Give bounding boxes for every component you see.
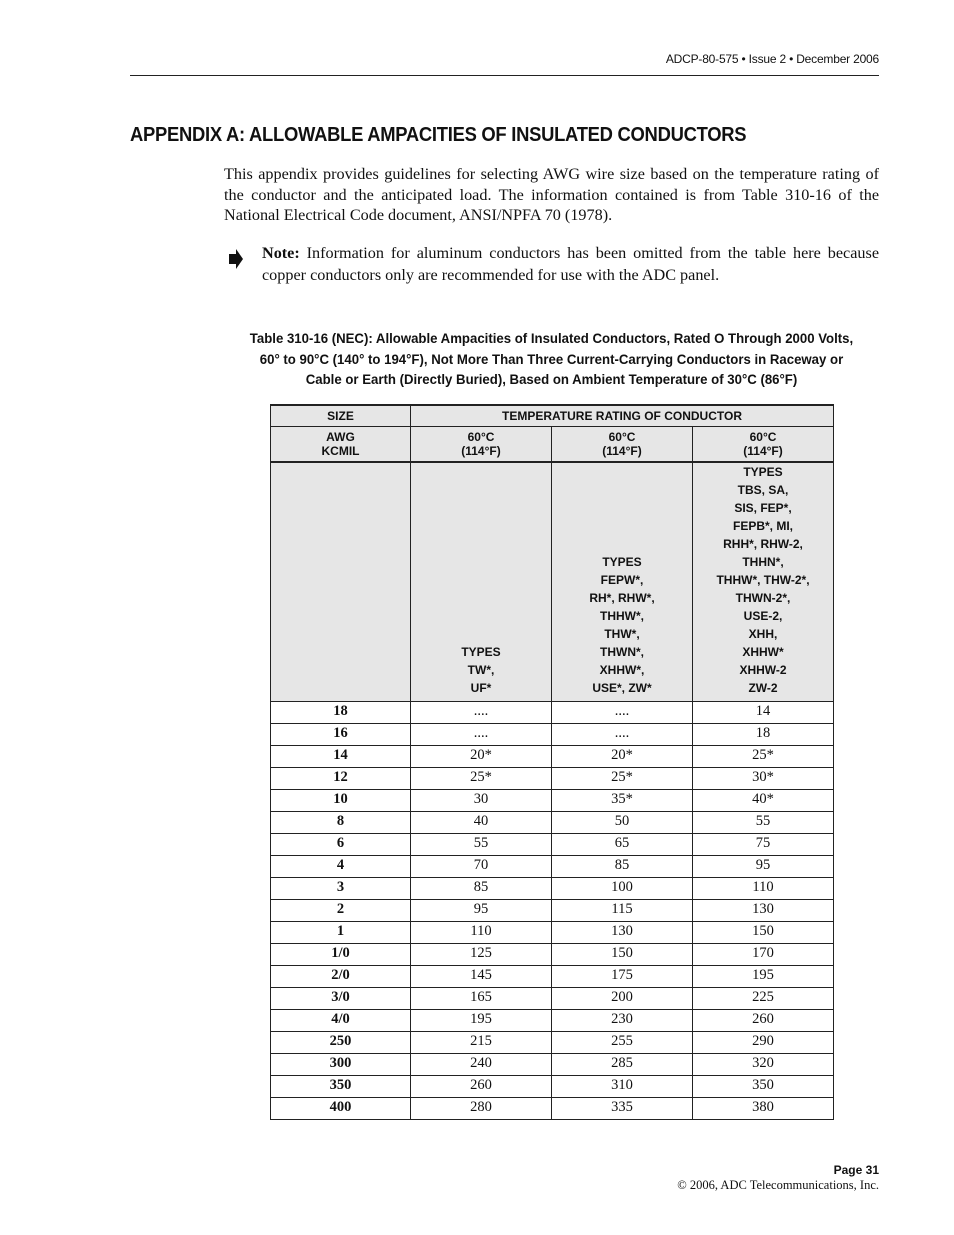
conductor-type-line: XHHW*, (599, 663, 645, 677)
ampacity-cell: 55 (693, 812, 834, 834)
size-cell: 2/0 (271, 966, 411, 988)
table-row (271, 702, 834, 724)
ampacity-cell: 130 (693, 900, 834, 922)
conductor-type-line: TYPES (461, 645, 501, 659)
ampacity-cell: 175 (552, 966, 693, 988)
temperature-rating-header: TEMPERATURE RATING OF CONDUCTOR (411, 405, 834, 427)
size-cell: 4/0 (271, 1010, 411, 1032)
size-cell: 8 (271, 812, 411, 834)
table-row (271, 944, 834, 966)
ampacity-cell: 255 (552, 1032, 693, 1054)
ampacity-cell: 110 (693, 878, 834, 900)
ampacity-table (270, 404, 834, 1120)
ampacity-cell: .... (552, 702, 693, 724)
ampacity-cell: 320 (693, 1054, 834, 1076)
conductor-type-line: XHH, (748, 627, 778, 641)
intro-paragraph: This appendix provides guidelines for selecting AWG wire size based on the temperature rating of the conductor and the anticipated load. The information contained is from Table 310-16 of the National Electrical Code document, ANSI/NPFA 70 (1978). (224, 165, 879, 224)
size-cell: 6 (271, 834, 411, 856)
ampacity-cell: 150 (693, 922, 834, 944)
conductor-type-line: THWN*, (600, 645, 644, 659)
conductor-type-line: THWN-2*, (735, 591, 791, 605)
conductor-type-line: TBS, SA, (737, 483, 789, 497)
ampacity-cell: 40 (411, 812, 552, 834)
table-row (271, 1054, 834, 1076)
conductor-type-line: RHH*, RHW-2, (723, 537, 803, 551)
ampacity-cell: 170 (693, 944, 834, 966)
table-row (271, 1010, 834, 1032)
ampacity-cell: 150 (552, 944, 693, 966)
table-row (271, 746, 834, 768)
conductor-type-line: THW*, (604, 627, 640, 641)
ampacity-cell: 335 (552, 1098, 693, 1120)
size-cell: 1/0 (271, 944, 411, 966)
awg-label: AWG (326, 430, 355, 444)
ampacity-cell: .... (411, 724, 552, 746)
awg-kcmil-header (271, 427, 411, 463)
ampacity-cell: 75 (693, 834, 834, 856)
table-row (271, 768, 834, 790)
temp-header-col-2 (552, 427, 693, 463)
ampacity-cell: 260 (411, 1076, 552, 1098)
ampacity-cell: 280 (411, 1098, 552, 1120)
size-cell: 3 (271, 878, 411, 900)
conductor-type-line: THHN*, (742, 555, 784, 569)
ampacity-cell: 55 (411, 834, 552, 856)
size-cell: 14 (271, 746, 411, 768)
size-cell: 2 (271, 900, 411, 922)
temp-c: 60°C (608, 430, 636, 444)
temp-f: (114°F) (743, 444, 783, 458)
ampacity-cell: 145 (411, 966, 552, 988)
table-row (271, 1076, 834, 1098)
table-row (271, 856, 834, 878)
temp-f: (114°F) (461, 444, 501, 458)
ampacity-cell: 230 (552, 1010, 693, 1032)
temp-c: 60°C (749, 430, 777, 444)
table-row (271, 922, 834, 944)
conductor-type-line: UF* (470, 681, 492, 695)
ampacity-cell: 30* (693, 768, 834, 790)
page-title: APPENDIX A: ALLOWABLE AMPACITIES OF INSULATED CONDUCTORS (130, 124, 747, 146)
size-cell: 3/0 (271, 988, 411, 1010)
ampacity-cell: 95 (411, 900, 552, 922)
note-paragraph (262, 243, 879, 286)
page-number: Page 31 (833, 1163, 879, 1177)
types-col-1 (411, 462, 552, 702)
ampacity-cell: 14 (693, 702, 834, 724)
table-row (271, 812, 834, 834)
ampacity-cell: 25* (411, 768, 552, 790)
ampacity-cell: 290 (693, 1032, 834, 1054)
types-blank-cell (271, 462, 411, 702)
temp-header-col-3 (693, 427, 834, 463)
conductor-type-line: SIS, FEP*, (734, 501, 792, 515)
ampacity-cell: 165 (411, 988, 552, 1010)
ampacity-cell: 30 (411, 790, 552, 812)
note-text: Information for aluminum conductors has been omitted from the table here because copper conductors only are recommended for use with the ADC panel. (262, 244, 880, 284)
ampacity-cell: 25* (552, 768, 693, 790)
table-row (271, 1032, 834, 1054)
ampacity-cell: 65 (552, 834, 693, 856)
ampacity-cell: 40* (693, 790, 834, 812)
conductor-type-line: USE-2, (743, 609, 783, 623)
kcmil-label: KCMIL (321, 444, 360, 458)
ampacity-cell: 380 (693, 1098, 834, 1120)
table-row (271, 900, 834, 922)
table-row (271, 1098, 834, 1120)
ampacity-cell: 85 (552, 856, 693, 878)
ampacity-cell: 260 (693, 1010, 834, 1032)
ampacity-cell: 50 (552, 812, 693, 834)
ampacity-cell: 70 (411, 856, 552, 878)
ampacity-cell: .... (552, 724, 693, 746)
conductor-type-line: TYPES (602, 555, 642, 569)
table-row (271, 966, 834, 988)
ampacity-cell: 85 (411, 878, 552, 900)
conductor-type-line: XHHW* (742, 645, 784, 659)
ampacity-cell: 115 (552, 900, 693, 922)
ampacity-cell: 35* (552, 790, 693, 812)
ampacity-cell: 20* (411, 746, 552, 768)
conductor-type-line: TW*, (467, 663, 495, 677)
size-cell: 12 (271, 768, 411, 790)
copyright: © 2006, ADC Telecommunications, Inc. (677, 1178, 879, 1192)
table-row (271, 834, 834, 856)
ampacity-cell: 195 (693, 966, 834, 988)
ampacity-cell: 285 (552, 1054, 693, 1076)
note-label: Note: (262, 244, 300, 262)
header-rule (130, 75, 879, 76)
ampacity-cell: 110 (411, 922, 552, 944)
size-cell: 250 (271, 1032, 411, 1054)
size-cell: 4 (271, 856, 411, 878)
table-row (271, 988, 834, 1010)
table-caption: Table 310-16 (NEC): Allowable Ampacities of Insulated Conductors, Rated O Through 2000 Volts, 60° to 90°C (140° to 194°F), Not More Than Three Current-Carrying Conductors in Raceway or Cable or Earth (Directly Buried), Based on Ambient Temperature of 30°C (86°F) (249, 331, 854, 388)
size-cell: 10 (271, 790, 411, 812)
conductor-type-line: XHHW-2 (739, 663, 787, 677)
size-cell: 400 (271, 1098, 411, 1120)
ampacity-cell: 215 (411, 1032, 552, 1054)
ampacity-cell: 20* (552, 746, 693, 768)
size-header: SIZE (271, 405, 411, 427)
conductor-type-line: USE*, ZW* (592, 681, 652, 695)
conductor-type-line: FEPB*, MI, (733, 519, 794, 533)
conductor-type-line: ZW-2 (748, 681, 778, 695)
ampacity-cell: 18 (693, 724, 834, 746)
conductor-type-line: RH*, RHW*, (589, 591, 655, 605)
ampacity-cell: 125 (411, 944, 552, 966)
ampacity-cell: 225 (693, 988, 834, 1010)
ampacity-cell: 200 (552, 988, 693, 1010)
types-col-2 (552, 462, 693, 702)
types-col-3 (693, 462, 834, 702)
ampacity-cell: 130 (552, 922, 693, 944)
size-cell: 300 (271, 1054, 411, 1076)
conductor-type-line: TYPES (743, 465, 783, 479)
temp-f: (114°F) (602, 444, 642, 458)
ampacity-cell: 195 (411, 1010, 552, 1032)
size-cell: 350 (271, 1076, 411, 1098)
size-cell: 18 (271, 702, 411, 724)
ampacity-cell: 310 (552, 1076, 693, 1098)
ampacity-cell: .... (411, 702, 552, 724)
size-cell: 1 (271, 922, 411, 944)
table-body (271, 702, 834, 1120)
table-row (271, 790, 834, 812)
ampacity-cell: 100 (552, 878, 693, 900)
ampacity-cell: 240 (411, 1054, 552, 1076)
temp-header-col-1 (411, 427, 552, 463)
ampacity-cell: 25* (693, 746, 834, 768)
size-cell: 16 (271, 724, 411, 746)
document-reference: ADCP-80-575 • Issue 2 • December 2006 (665, 52, 879, 66)
ampacity-cell: 350 (693, 1076, 834, 1098)
temp-c: 60°C (467, 430, 495, 444)
conductor-type-line: THHW*, (600, 609, 644, 623)
conductor-type-line: FEPW*, (600, 573, 644, 587)
table-row (271, 724, 834, 746)
pointing-hand-icon (228, 248, 244, 272)
ampacity-cell: 95 (693, 856, 834, 878)
conductor-type-line: THHW*, THW-2*, (716, 573, 810, 587)
table-row (271, 878, 834, 900)
